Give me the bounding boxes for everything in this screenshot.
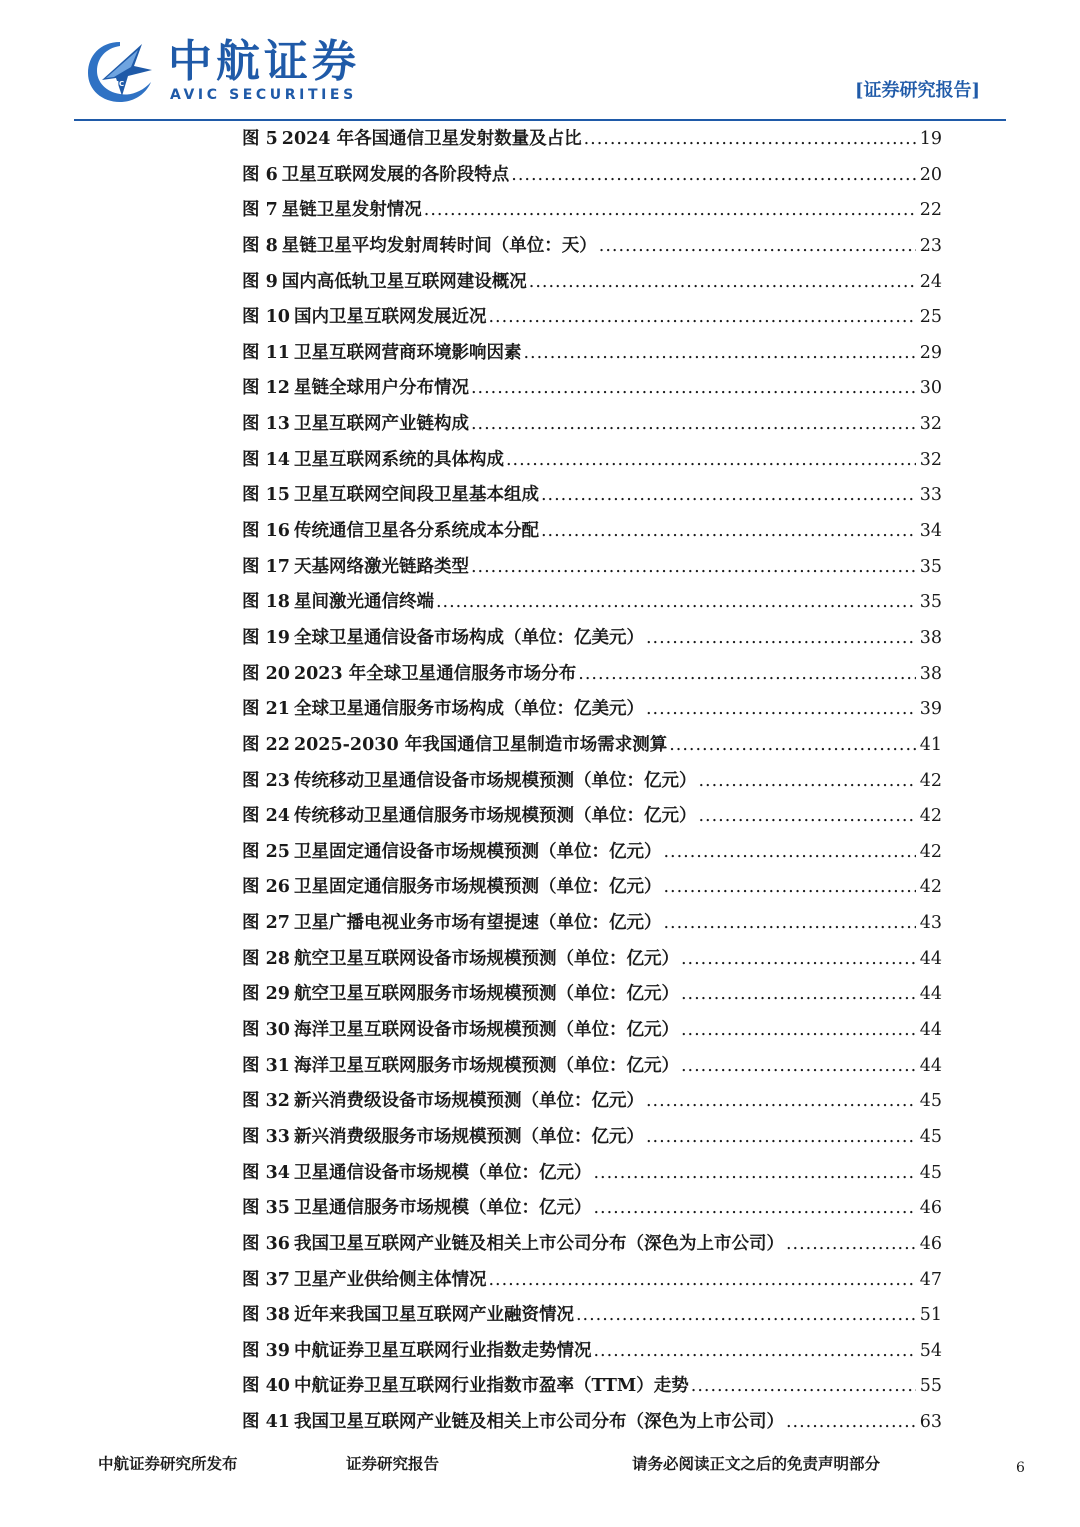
toc-page-number: 32 bbox=[919, 449, 942, 470]
toc-figure-number: 图 35 bbox=[242, 1198, 290, 1219]
toc-page-number: 44 bbox=[919, 1055, 942, 1076]
toc-dot-leader bbox=[646, 692, 916, 728]
toc-figure-title: 2025-2030 年我国通信卫星制造市场需求测算 bbox=[293, 734, 668, 755]
header-divider bbox=[74, 119, 1006, 121]
toc-figure-number: 图 41 bbox=[242, 1412, 290, 1433]
toc-entry-label bbox=[242, 728, 667, 764]
toc-entry-label bbox=[242, 1369, 689, 1405]
toc-figure-number: 图 30 bbox=[242, 1020, 290, 1041]
toc-entry[interactable] bbox=[242, 122, 942, 158]
toc-dot-leader bbox=[681, 1013, 916, 1049]
toc-figure-title: 2024 年各国通信卫星发射数量及占比 bbox=[281, 129, 582, 149]
toc-figure-title: 传统移动卫星通信服务市场规模预测（单位：亿元） bbox=[293, 806, 697, 827]
toc-dot-leader bbox=[578, 657, 916, 693]
toc-figure-number: 图 14 bbox=[242, 449, 290, 470]
toc-page-number: 55 bbox=[919, 1376, 942, 1397]
toc-page-number: 20 bbox=[919, 164, 942, 185]
toc-figure-title: 航空卫星互联网服务市场规模预测（单位：亿元） bbox=[293, 984, 679, 1005]
toc-figure-number: 图 5 bbox=[242, 129, 278, 149]
toc-figure-number: 图 40 bbox=[242, 1376, 290, 1397]
toc-figure-title: 卫星互联网营商环境影响因素 bbox=[293, 342, 522, 363]
toc-entry-label bbox=[242, 799, 696, 835]
toc-entry-label bbox=[242, 977, 679, 1013]
toc-dot-leader bbox=[646, 1084, 916, 1120]
toc-figure-number: 图 6 bbox=[242, 164, 278, 185]
toc-entry-label bbox=[242, 1263, 486, 1299]
toc-page-number: 35 bbox=[919, 592, 942, 613]
toc-entry-label bbox=[242, 764, 696, 800]
toc-page-number: 23 bbox=[919, 235, 942, 256]
toc-figure-title: 星链卫星发射情况 bbox=[281, 200, 422, 221]
toc-page-number: 25 bbox=[919, 307, 942, 328]
toc-figure-number: 图 10 bbox=[242, 307, 290, 328]
toc-figure-number: 图 36 bbox=[242, 1233, 290, 1254]
toc-entry-label bbox=[242, 1156, 591, 1192]
toc-figure-number: 图 13 bbox=[242, 414, 290, 435]
toc-page-number: 38 bbox=[919, 663, 942, 684]
toc-figure-number: 图 29 bbox=[242, 984, 290, 1005]
toc-entry[interactable] bbox=[242, 371, 942, 407]
toc-figure-number: 图 20 bbox=[242, 663, 290, 684]
toc-figure-number: 图 11 bbox=[242, 342, 290, 363]
toc-entry[interactable] bbox=[242, 514, 942, 550]
toc-entry[interactable] bbox=[242, 407, 942, 443]
toc-figure-title: 航空卫星互联网设备市场规模预测（单位：亿元） bbox=[293, 948, 679, 969]
toc-page-number: 19 bbox=[919, 129, 942, 149]
toc-entry-label bbox=[242, 193, 422, 229]
toc-figure-title: 全球卫星通信服务市场构成（单位：亿美元） bbox=[293, 699, 644, 720]
toc-figure-number: 图 19 bbox=[242, 627, 290, 648]
toc-entry-label bbox=[242, 158, 509, 194]
toc-entry[interactable] bbox=[242, 1120, 942, 1156]
toc-dot-leader bbox=[786, 1405, 916, 1441]
toc-entry[interactable] bbox=[242, 1227, 942, 1263]
toc-figure-title: 国内卫星互联网发展近况 bbox=[293, 307, 487, 328]
toc-entry[interactable] bbox=[242, 835, 942, 871]
toc-figure-title: 传统移动卫星通信设备市场规模预测（单位：亿元） bbox=[293, 770, 697, 791]
toc-entry[interactable] bbox=[242, 1156, 942, 1192]
toc-entry[interactable] bbox=[242, 692, 942, 728]
toc-figure-title: 海洋卫星互联网设备市场规模预测（单位：亿元） bbox=[293, 1020, 679, 1041]
toc-page-number: 46 bbox=[919, 1198, 942, 1219]
toc-entry[interactable] bbox=[242, 906, 942, 942]
toc-entry-label bbox=[242, 906, 661, 942]
toc-dot-leader bbox=[471, 550, 916, 586]
toc-page-number: 34 bbox=[919, 521, 942, 542]
toc-entry[interactable] bbox=[242, 1049, 942, 1085]
toc-entry[interactable] bbox=[242, 1263, 942, 1299]
toc-dot-leader bbox=[506, 443, 916, 479]
toc-figure-title: 中航证券卫星互联网行业指数走势情况 bbox=[293, 1340, 592, 1361]
toc-figure-title: 海洋卫星互联网服务市场规模预测（单位：亿元） bbox=[293, 1055, 679, 1076]
toc-entry-label bbox=[242, 585, 434, 621]
toc-page-number: 42 bbox=[919, 877, 942, 898]
toc-entry-label bbox=[242, 478, 539, 514]
toc-dot-leader bbox=[488, 1263, 916, 1299]
toc-entry[interactable] bbox=[242, 443, 942, 479]
logo-english: AVIC SECURITIES bbox=[170, 87, 357, 103]
toc-page-number: 22 bbox=[919, 200, 942, 221]
toc-dot-leader bbox=[488, 300, 916, 336]
toc-figure-title: 国内高低轨卫星互联网建设概况 bbox=[281, 271, 527, 292]
toc-figure-number: 图 31 bbox=[242, 1055, 290, 1076]
toc-entry-label bbox=[242, 407, 469, 443]
toc-page-number: 46 bbox=[919, 1233, 942, 1254]
toc-entry-label bbox=[242, 1405, 784, 1441]
footer-publisher: 中航证券研究所发布 bbox=[98, 1454, 238, 1473]
toc-dot-leader bbox=[471, 371, 916, 407]
toc-page-number: 45 bbox=[919, 1162, 942, 1183]
toc-page-number: 44 bbox=[919, 1020, 942, 1041]
toc-dot-leader bbox=[669, 728, 916, 764]
toc-figure-number: 图 21 bbox=[242, 699, 290, 720]
toc-entry[interactable] bbox=[242, 229, 942, 265]
toc-page-number: 24 bbox=[919, 271, 942, 292]
toc-dot-leader bbox=[681, 942, 916, 978]
toc-figure-title: 卫星通信服务市场规模（单位：亿元） bbox=[293, 1198, 592, 1219]
toc-figure-title: 传统通信卫星各分系统成本分配 bbox=[293, 521, 539, 542]
toc-page-number: 42 bbox=[919, 770, 942, 791]
page-footer bbox=[0, 1448, 1080, 1488]
toc-entry-label bbox=[242, 1227, 784, 1263]
toc-dot-leader bbox=[436, 585, 916, 621]
toc-dot-leader bbox=[471, 407, 916, 443]
toc-entry-label bbox=[242, 443, 504, 479]
toc-figure-number: 图 27 bbox=[242, 913, 290, 934]
toc-dot-leader bbox=[691, 1369, 916, 1405]
toc-figure-number: 图 37 bbox=[242, 1269, 290, 1290]
toc-entry[interactable] bbox=[242, 870, 942, 906]
toc-figure-number: 图 33 bbox=[242, 1126, 290, 1147]
toc-page-number: 38 bbox=[919, 627, 942, 648]
toc-figure-number: 图 18 bbox=[242, 592, 290, 613]
toc-entry[interactable] bbox=[242, 977, 942, 1013]
avic-logo-icon bbox=[84, 36, 156, 106]
toc-page-number: 35 bbox=[919, 556, 942, 577]
toc-figure-title: 全球卫星通信设备市场构成（单位：亿美元） bbox=[293, 627, 644, 648]
toc-dot-leader bbox=[663, 835, 916, 871]
toc-entry[interactable] bbox=[242, 799, 942, 835]
toc-page-number: 44 bbox=[919, 948, 942, 969]
toc-figure-title: 卫星广播电视业务市场有望提速（单位：亿元） bbox=[293, 913, 662, 934]
toc-page-number: 30 bbox=[919, 378, 942, 399]
toc-entry[interactable] bbox=[242, 1191, 942, 1227]
toc-figure-title: 2023 年全球卫星通信服务市场分布 bbox=[293, 663, 577, 684]
toc-figure-number: 图 23 bbox=[242, 770, 290, 791]
toc-figure-number: 图 26 bbox=[242, 877, 290, 898]
toc-page-number: 45 bbox=[919, 1126, 942, 1147]
toc-page-number: 45 bbox=[919, 1091, 942, 1112]
toc-page-number: 43 bbox=[919, 913, 942, 934]
toc-dot-leader bbox=[698, 799, 916, 835]
toc-entry-label bbox=[242, 1049, 679, 1085]
toc-figure-title: 近年来我国卫星互联网产业融资情况 bbox=[293, 1305, 574, 1326]
toc-entry-label bbox=[242, 1013, 679, 1049]
toc-figure-title: 新兴消费级设备市场规模预测（单位：亿元） bbox=[293, 1091, 644, 1112]
toc-figure-title: 卫星固定通信服务市场规模预测（单位：亿元） bbox=[293, 877, 662, 898]
toc-dot-leader bbox=[681, 1049, 916, 1085]
toc-figure-number: 图 34 bbox=[242, 1162, 290, 1183]
toc-entry-label bbox=[242, 942, 679, 978]
toc-entry-label bbox=[242, 1334, 591, 1370]
toc-entry-label bbox=[242, 122, 582, 158]
toc-figure-title: 星链全球用户分布情况 bbox=[293, 378, 469, 399]
toc-entry[interactable] bbox=[242, 1084, 942, 1120]
toc-figure-title: 卫星互联网发展的各阶段特点 bbox=[281, 164, 510, 185]
toc-figure-number: 图 22 bbox=[242, 734, 290, 755]
toc-entry[interactable] bbox=[242, 728, 942, 764]
toc-figure-title: 星间激光通信终端 bbox=[293, 592, 434, 613]
toc-figure-number: 图 25 bbox=[242, 841, 290, 862]
toc-page-number: 63 bbox=[919, 1412, 942, 1433]
logo-badge-text: AVIC bbox=[106, 80, 125, 88]
toc-page-number: 33 bbox=[919, 485, 942, 506]
toc-entry[interactable] bbox=[242, 300, 942, 336]
toc-figure-number: 图 12 bbox=[242, 378, 290, 399]
toc-entry[interactable] bbox=[242, 1013, 942, 1049]
toc-figure-title: 我国卫星互联网产业链及相关上市公司分布（深色为上市公司） bbox=[293, 1412, 784, 1433]
toc-page-number: 39 bbox=[919, 699, 942, 720]
toc-entry-label bbox=[242, 1191, 591, 1227]
toc-dot-leader bbox=[584, 122, 916, 158]
toc-dot-leader bbox=[663, 870, 916, 906]
toc-dot-leader bbox=[511, 158, 916, 194]
toc-entry-label bbox=[242, 1084, 644, 1120]
toc-dot-leader bbox=[786, 1227, 916, 1263]
toc-entry-label bbox=[242, 229, 597, 265]
toc-page-number: 42 bbox=[919, 841, 942, 862]
toc-entry-label bbox=[242, 835, 661, 871]
toc-entry[interactable] bbox=[242, 193, 942, 229]
toc-figure-number: 图 39 bbox=[242, 1340, 290, 1361]
toc-dot-leader bbox=[593, 1334, 916, 1370]
toc-page-number: 51 bbox=[919, 1305, 942, 1326]
toc-entry-label bbox=[242, 1298, 574, 1334]
toc-figure-title: 天基网络激光链路类型 bbox=[293, 556, 469, 577]
toc-figure-number: 图 9 bbox=[242, 271, 278, 292]
toc-page-number: 44 bbox=[919, 984, 942, 1005]
toc-entry[interactable] bbox=[242, 657, 942, 693]
toc-entry[interactable] bbox=[242, 621, 942, 657]
toc-entry[interactable] bbox=[242, 478, 942, 514]
toc-entry[interactable] bbox=[242, 1298, 942, 1334]
footer-disclaimer-note: 请务必阅读正文之后的免责声明部分 bbox=[632, 1454, 881, 1473]
toc-page-number: 41 bbox=[919, 734, 942, 755]
toc-figure-title: 卫星互联网系统的具体构成 bbox=[293, 449, 504, 470]
toc-dot-leader bbox=[576, 1298, 916, 1334]
toc-figure-number: 图 15 bbox=[242, 485, 290, 506]
logo-chinese: 中航证券 bbox=[168, 36, 360, 87]
toc-entry-label bbox=[242, 265, 527, 301]
toc-page-number: 47 bbox=[919, 1269, 942, 1290]
toc-figure-number: 图 7 bbox=[242, 200, 278, 221]
toc-figure-title: 卫星通信设备市场规模（单位：亿元） bbox=[293, 1162, 592, 1183]
toc-entry-label bbox=[242, 514, 539, 550]
toc-page-number: 29 bbox=[919, 342, 942, 363]
toc-dot-leader bbox=[593, 1156, 916, 1192]
toc-dot-leader bbox=[698, 764, 916, 800]
toc-dot-leader bbox=[541, 514, 916, 550]
toc-entry[interactable] bbox=[242, 550, 942, 586]
toc-entry[interactable] bbox=[242, 336, 942, 372]
page-number: 6 bbox=[1016, 1460, 1025, 1476]
toc-entry[interactable] bbox=[242, 1369, 942, 1405]
toc-entry-label bbox=[242, 692, 644, 728]
toc-figure-title: 卫星产业供给侧主体情况 bbox=[293, 1269, 487, 1290]
toc-figure-title: 中航证券卫星互联网行业指数市盈率（TTM）走势 bbox=[293, 1376, 689, 1397]
footer-report-type: 证券研究报告 bbox=[346, 1454, 440, 1473]
toc-dot-leader bbox=[424, 193, 916, 229]
toc-entry[interactable] bbox=[242, 158, 942, 194]
toc-figure-title: 星链卫星平均发射周转时间（单位：天） bbox=[281, 235, 597, 256]
toc-dot-leader bbox=[541, 478, 916, 514]
toc-entry-label bbox=[242, 1120, 644, 1156]
figure-list bbox=[242, 122, 942, 1441]
toc-page-number: 54 bbox=[919, 1340, 942, 1361]
toc-entry-label bbox=[242, 621, 644, 657]
toc-figure-title: 新兴消费级服务市场规模预测（单位：亿元） bbox=[293, 1126, 644, 1147]
toc-entry-label bbox=[242, 300, 486, 336]
toc-figure-number: 图 17 bbox=[242, 556, 290, 577]
toc-dot-leader bbox=[646, 621, 916, 657]
toc-dot-leader bbox=[529, 265, 916, 301]
toc-dot-leader bbox=[523, 336, 916, 372]
toc-dot-leader bbox=[599, 229, 916, 265]
toc-entry-label bbox=[242, 870, 661, 906]
toc-entry-label bbox=[242, 336, 521, 372]
toc-figure-number: 图 8 bbox=[242, 235, 278, 256]
toc-entry-label bbox=[242, 550, 469, 586]
toc-entry[interactable] bbox=[242, 764, 942, 800]
toc-entry[interactable] bbox=[242, 1334, 942, 1370]
toc-dot-leader bbox=[663, 906, 916, 942]
toc-figure-number: 图 38 bbox=[242, 1305, 290, 1326]
toc-figure-title: 卫星互联网空间段卫星基本组成 bbox=[293, 485, 539, 506]
toc-figure-number: 图 24 bbox=[242, 806, 290, 827]
toc-dot-leader bbox=[646, 1120, 916, 1156]
toc-entry[interactable] bbox=[242, 265, 942, 301]
toc-page-number: 32 bbox=[919, 414, 942, 435]
toc-page-number: 42 bbox=[919, 806, 942, 827]
toc-figure-number: 图 16 bbox=[242, 521, 290, 542]
toc-figure-title: 卫星固定通信设备市场规模预测（单位：亿元） bbox=[293, 841, 662, 862]
toc-entry[interactable] bbox=[242, 942, 942, 978]
toc-figure-title: 我国卫星互联网产业链及相关上市公司分布（深色为上市公司） bbox=[293, 1233, 784, 1254]
toc-figure-title: 卫星互联网产业链构成 bbox=[293, 414, 469, 435]
toc-figure-number: 图 28 bbox=[242, 948, 290, 969]
toc-entry[interactable] bbox=[242, 585, 942, 621]
report-type-label: [证券研究报告] bbox=[854, 80, 980, 101]
toc-entry-label bbox=[242, 371, 469, 407]
toc-dot-leader bbox=[593, 1191, 916, 1227]
toc-dot-leader bbox=[681, 977, 916, 1013]
toc-entry[interactable] bbox=[242, 1405, 942, 1441]
toc-figure-number: 图 32 bbox=[242, 1091, 290, 1112]
page-header bbox=[0, 0, 1080, 122]
toc-entry-label bbox=[242, 657, 576, 693]
